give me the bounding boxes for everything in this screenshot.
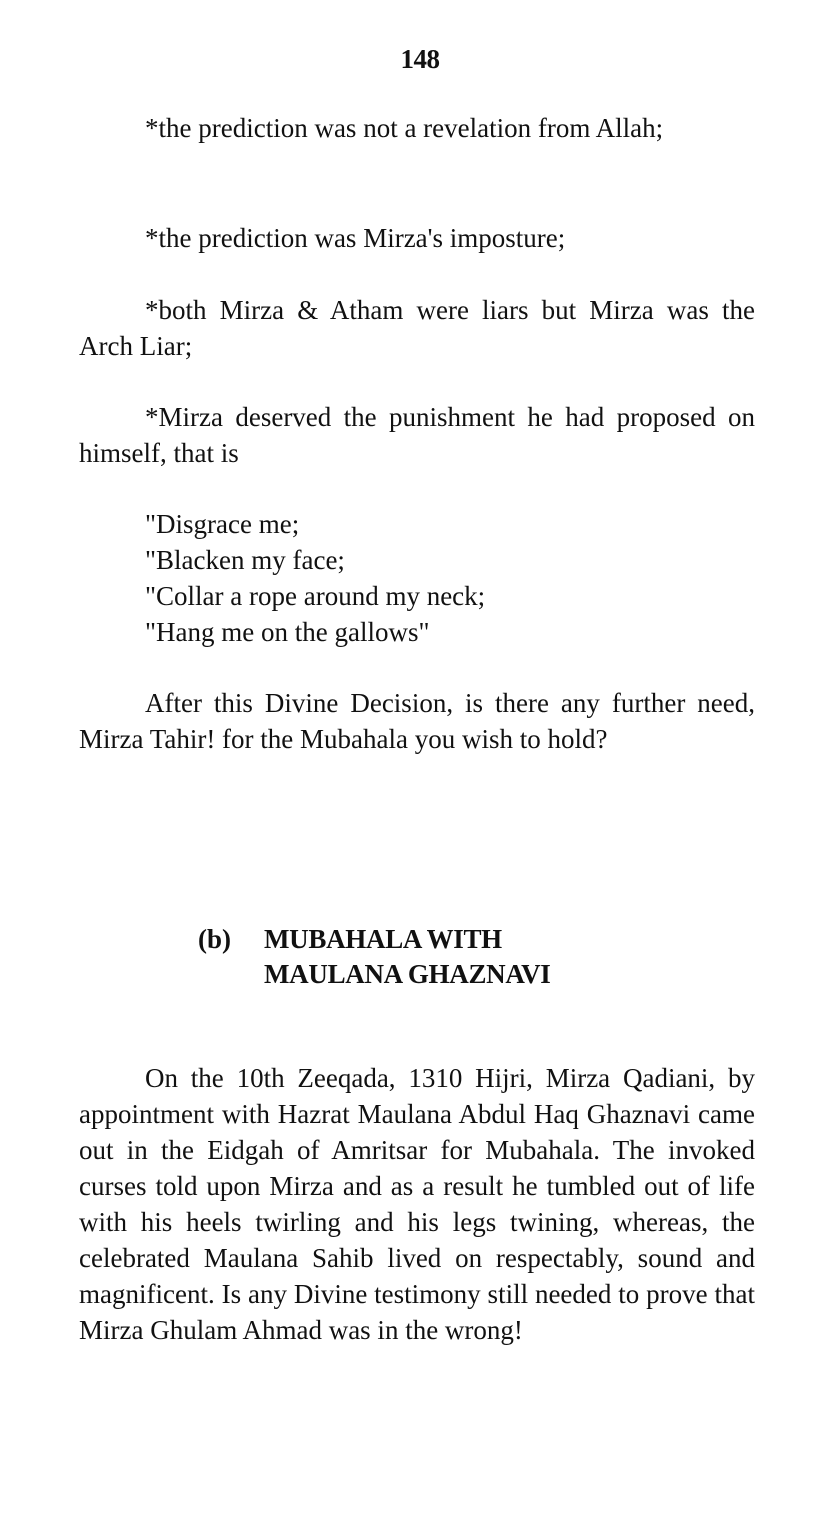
paragraph-mubahala-account: On the 10th Zeeqada, 1310 Hijri, Mirza Qadiani, by appointment with Hazrat Maulana Abdul Haq Ghaznavi came out in the Eidgah of Amritsar for Mubahala. The invoked curses told upon Mirza and as a result he tumbled out of life with his heels twirling and his legs twining, whereas, the celebrated Maulana Sahib lived on respectably, sound and magnificent. Is any Divine testimony still needed to prove that Mirza Ghulam Ahmad was in the wrong! [79,1063,755,1345]
quote-line: "Collar a rope around my neck; [145,581,486,611]
section-title-line: MUBAHALA WITH [264,924,502,954]
paragraph-divine-decision: After this Divine Decision, is there any further need, Mirza Tahir! for the Mubahala you wish to hold? [79,688,755,754]
paragraph-punishment: *Mirza deserved the punishment he had proposed on himself, that is [79,402,755,468]
paragraph-both-liars: *both Mirza & Atham were liars but Mirza was the Arch Liar; [79,295,755,361]
section-title [264,922,664,992]
quote-line: "Disgrace me; [145,509,300,539]
page-number: 148 [400,44,440,74]
section-title-line: MAULANA GHAZNAVI [264,959,551,989]
quoted-punishment-list [145,506,485,650]
paragraph-prediction-not-revelation: *the prediction was not a revelation from Allah; [145,113,664,143]
quote-line: "Blacken my face; [145,545,345,575]
quote-line: "Hang me on the gallows" [145,617,430,647]
section-label: (b) [198,924,231,954]
paragraph-prediction-imposture: *the prediction was Mirza's imposture; [145,223,566,253]
